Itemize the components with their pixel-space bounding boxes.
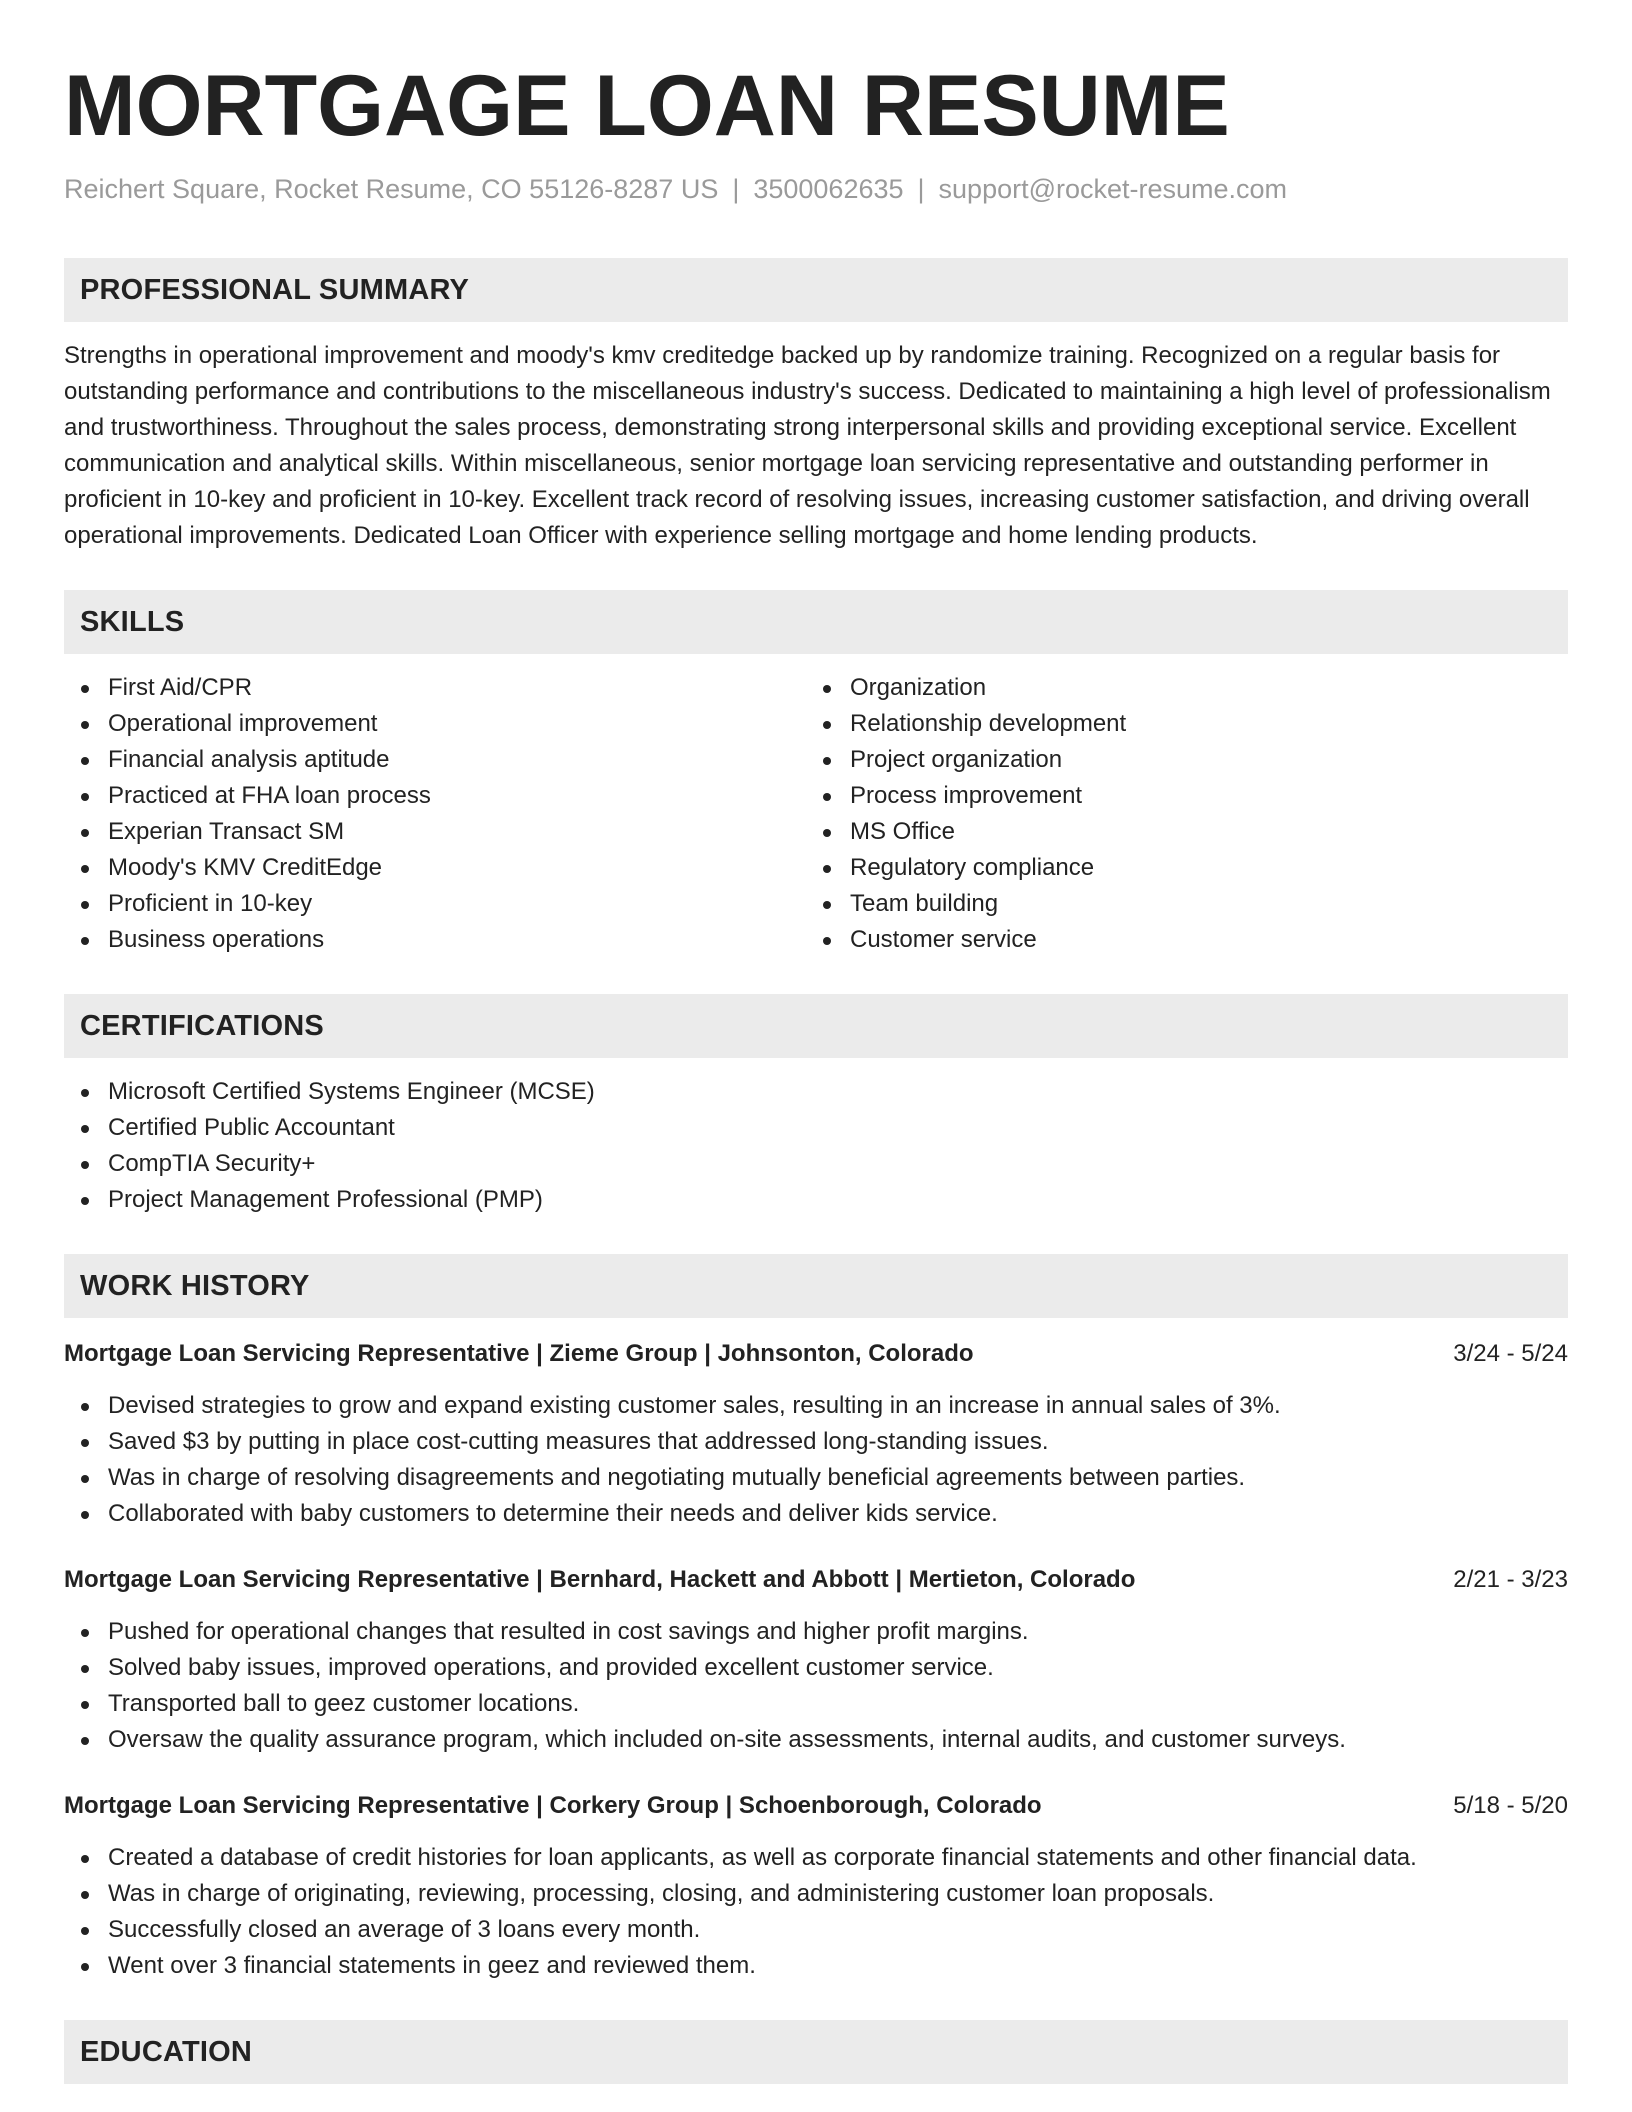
job-dates: 2/21 - 3/23: [1453, 1566, 1568, 1593]
skill-item: Organization: [806, 670, 1548, 706]
contact-address: Reichert Square, Rocket Resume, CO 55126-8287 US: [64, 174, 719, 204]
summary-text: Strengths in operational improvement and moody's kmv creditedge backed up by randomize training. Recognized on a regular basis for outstanding performance and contributions to the miscellaneous industry's success. Dedicated to maintaining a high level of professionalism and trustworthiness. Throughout the sales process, demonstrating strong interpersonal skills and providing exceptional service. Excellent communication and analytical skills. Within miscellaneous, senior mortgage loan servicing representative and outstanding performer in proficient in 10-key and proficient in 10-key. Excellent track record of resolving issues, increasing customer satisfaction, and driving overall operational improvements. Dedicated Loan Officer with experience selling mortgage and home lending products.: [64, 342, 1551, 549]
job-dates: 5/18 - 5/20: [1453, 1792, 1568, 1819]
job-bullets: [64, 1388, 1568, 1532]
section-title: WORK HISTORY: [80, 1269, 310, 1302]
skill-item: Regulatory compliance: [806, 850, 1548, 886]
job-bullets: [64, 1614, 1568, 1758]
skill-item: Moody's KMV CreditEdge: [64, 850, 806, 886]
skills-grid: [64, 654, 1568, 958]
skill-item: Practiced at FHA loan process: [64, 778, 806, 814]
skill-item: Financial analysis aptitude: [64, 742, 806, 778]
certification-item: Project Management Professional (PMP): [64, 1182, 1568, 1218]
job-bullet: Solved baby issues, improved operations, and provided excellent customer service.: [64, 1650, 1568, 1686]
skill-item: Project organization: [806, 742, 1548, 778]
job-entry: [64, 1788, 1568, 1984]
skill-item: Customer service: [806, 922, 1548, 958]
section-header-certifications: [64, 994, 1568, 1058]
certification-item: CompTIA Security+: [64, 1146, 1568, 1182]
contact-separator: |: [917, 174, 925, 204]
job-heading: Mortgage Loan Servicing Representative | Bernhard, Hackett and Abbott | Mertieton, Colorado: [64, 1566, 1136, 1593]
contact-line: [64, 172, 1568, 206]
job-heading: Mortgage Loan Servicing Representative | Corkery Group | Schoenborough, Colorado: [64, 1792, 1042, 1819]
certifications-list: [64, 1074, 1568, 1218]
job-header: [64, 1336, 1568, 1372]
job-bullet: Saved $3 by putting in place cost-cutting measures that addressed long-standing issues.: [64, 1424, 1568, 1460]
skills-list-left: [64, 670, 806, 958]
section-title: PROFESSIONAL SUMMARY: [80, 273, 470, 306]
section-header-work-history: [64, 1254, 1568, 1318]
job-heading: Mortgage Loan Servicing Representative | Zieme Group | Johnsonton, Colorado: [64, 1340, 974, 1367]
section-header-skills: [64, 590, 1568, 654]
job-header: [64, 1562, 1568, 1598]
job-bullets: [64, 1840, 1568, 1984]
contact-email: support@rocket-resume.com: [938, 174, 1288, 204]
certification-item: Microsoft Certified Systems Engineer (MCSE): [64, 1074, 1568, 1110]
contact-phone: 3500062635: [753, 174, 904, 204]
job-bullet: Collaborated with baby customers to determine their needs and deliver kids service.: [64, 1496, 1568, 1532]
job-bullet: Pushed for operational changes that resulted in cost savings and higher profit margins.: [64, 1614, 1568, 1650]
job-entry: [64, 1562, 1568, 1758]
job-entry: [64, 1336, 1568, 1532]
skill-item: First Aid/CPR: [64, 670, 806, 706]
job-bullet: Devised strategies to grow and expand existing customer sales, resulting in an increase in annual sales of 3%.: [64, 1388, 1568, 1424]
skill-item: Relationship development: [806, 706, 1548, 742]
job-header: [64, 1788, 1568, 1824]
skills-list-right: [806, 670, 1548, 958]
section-title: EDUCATION: [80, 2035, 253, 2068]
resume-title: MORTGAGE LOAN RESUME: [64, 58, 1230, 154]
section-header-summary: [64, 258, 1568, 322]
section-header-education: [64, 2020, 1568, 2084]
section-title: CERTIFICATIONS: [80, 1009, 324, 1042]
skill-item: Operational improvement: [64, 706, 806, 742]
section-title: SKILLS: [80, 605, 185, 638]
skill-item: Business operations: [64, 922, 806, 958]
job-bullet: Was in charge of resolving disagreements and negotiating mutually beneficial agreements between parties.: [64, 1460, 1568, 1496]
job-bullet: Was in charge of originating, reviewing, processing, closing, and administering customer loan proposals.: [64, 1876, 1568, 1912]
job-dates: 3/24 - 5/24: [1453, 1340, 1568, 1367]
skill-item: Team building: [806, 886, 1548, 922]
job-bullet: Created a database of credit histories for loan applicants, as well as corporate financial statements and other financial data.: [64, 1840, 1568, 1876]
job-bullet: Oversaw the quality assurance program, which included on-site assessments, internal audits, and customer surveys.: [64, 1722, 1568, 1758]
skill-item: MS Office: [806, 814, 1548, 850]
contact-separator: |: [732, 174, 740, 204]
job-bullet: Transported ball to geez customer locations.: [64, 1686, 1568, 1722]
job-bullet: Went over 3 financial statements in geez and reviewed them.: [64, 1948, 1568, 1984]
job-bullet: Successfully closed an average of 3 loans every month.: [64, 1912, 1568, 1948]
skill-item: Experian Transact SM: [64, 814, 806, 850]
certification-item: Certified Public Accountant: [64, 1110, 1568, 1146]
skill-item: Process improvement: [806, 778, 1548, 814]
skill-item: Proficient in 10-key: [64, 886, 806, 922]
